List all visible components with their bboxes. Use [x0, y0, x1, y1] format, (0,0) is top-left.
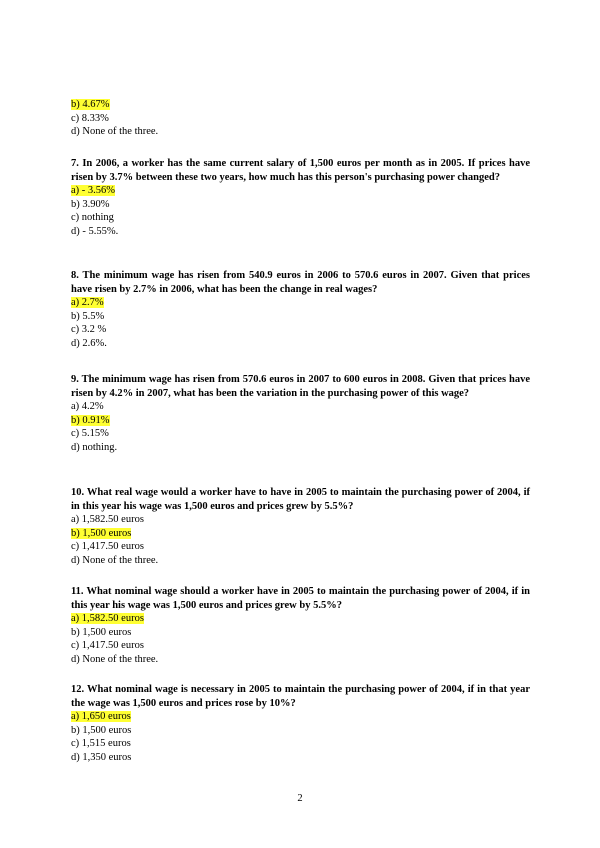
- question-10: [71, 486, 530, 567]
- option-line: [71, 414, 530, 428]
- option-line: [71, 323, 530, 337]
- option-line: [71, 724, 530, 738]
- question-text: 12. What nominal wage is necessary in 2005 to maintain the purchasing power of 2004, if in that year the wage was 1,500 euros and prices rose by 10%?: [71, 684, 530, 709]
- option-text: d) nothing.: [71, 441, 118, 453]
- option-text: a) 1,650 euros: [71, 711, 131, 722]
- option-text: b) 1,500 euros: [71, 527, 132, 539]
- option-line: [71, 112, 530, 126]
- question-9: [71, 373, 530, 454]
- option-text: d) 1,350 euros: [71, 751, 132, 763]
- question-text: 8. The minimum wage has risen from 540.9 euros in 2006 to 570.6 euros in 2007. Given that prices have risen by 2.7% in 2006, what has been the change in real wages?: [71, 270, 530, 295]
- option-line: [71, 98, 530, 112]
- option-line: [71, 737, 530, 751]
- option-text: d) None of the three.: [71, 554, 159, 566]
- option-line: [71, 310, 530, 324]
- option-text: a) 2.7%: [71, 297, 104, 308]
- question-text: 9. The minimum wage has risen from 570.6 euros in 2007 to 600 euros in 2008. Given that prices have risen by 4.2% in 2007, what has been the variation in the purchasing power of this wage?: [71, 374, 530, 399]
- question-text: 10. What real wage would a worker have to have in 2005 to maintain the purchasing power of 2004, if in this year his wage was 1,500 euros and prices grew by 5.5%?: [71, 487, 530, 512]
- option-text: a) - 3.56%: [71, 185, 116, 196]
- option-line: [71, 527, 530, 541]
- option-line: [71, 400, 530, 414]
- question-text: 7. In 2006, a worker has the same current salary of 1,500 euros per month as in 2005. If prices have risen by 3.7% between these two years, how much has this person's purchasing power changed?: [71, 158, 530, 183]
- question-11: [71, 585, 530, 666]
- option-line: [71, 337, 530, 351]
- question-8: [71, 269, 530, 350]
- option-line: [71, 653, 530, 667]
- option-text: d) 2.6%.: [71, 337, 107, 349]
- option-line: [71, 125, 530, 139]
- option-line: [71, 441, 530, 455]
- option-line: [71, 427, 530, 441]
- option-text: b) 5.5%: [71, 310, 105, 322]
- option-text: b) 4.67%: [71, 99, 110, 110]
- option-line: [71, 225, 530, 239]
- option-text: d) None of the three.: [71, 653, 159, 665]
- option-line: [71, 751, 530, 765]
- option-text: a) 1,582.50 euros: [71, 613, 144, 624]
- option-text: c) 1,417.50 euros: [71, 640, 144, 651]
- option-text: c) 1,515 euros: [71, 738, 131, 749]
- option-text: d) - 5.55%.: [71, 225, 119, 237]
- option-text: b) 0.91%: [71, 414, 110, 426]
- option-text: b) 3.90%: [71, 198, 110, 210]
- option-text: c) 1,417.50 euros: [71, 541, 144, 552]
- option-text: d) None of the three.: [71, 126, 159, 137]
- option-text: b) 1,500 euros: [71, 724, 132, 736]
- option-text: c) nothing: [71, 212, 114, 223]
- option-text: c) 3.2 %: [71, 324, 107, 335]
- option-line: [71, 513, 530, 527]
- option-line: [71, 211, 530, 225]
- option-text: b) 1,500 euros: [71, 626, 132, 638]
- question-7: [71, 157, 530, 238]
- option-line: [71, 639, 530, 653]
- intro-options: [71, 98, 530, 139]
- option-line: [71, 710, 530, 724]
- option-line: [71, 184, 530, 198]
- page-number: 2: [297, 793, 303, 804]
- option-line: [71, 540, 530, 554]
- question-text: 11. What nominal wage should a worker have in 2005 to maintain the purchasing power of 2004, if in this year his wage was 1,500 euros and prices grew by 5.5%?: [71, 586, 530, 611]
- option-line: [71, 612, 530, 626]
- option-text: c) 5.15%: [71, 428, 109, 439]
- option-text: c) 8.33%: [71, 112, 109, 124]
- option-line: [71, 554, 530, 568]
- option-text: a) 4.2%: [71, 401, 104, 412]
- option-text: a) 1,582.50 euros: [71, 514, 144, 525]
- option-line: [71, 626, 530, 640]
- question-12: [71, 683, 530, 764]
- option-line: [71, 296, 530, 310]
- option-line: [71, 198, 530, 212]
